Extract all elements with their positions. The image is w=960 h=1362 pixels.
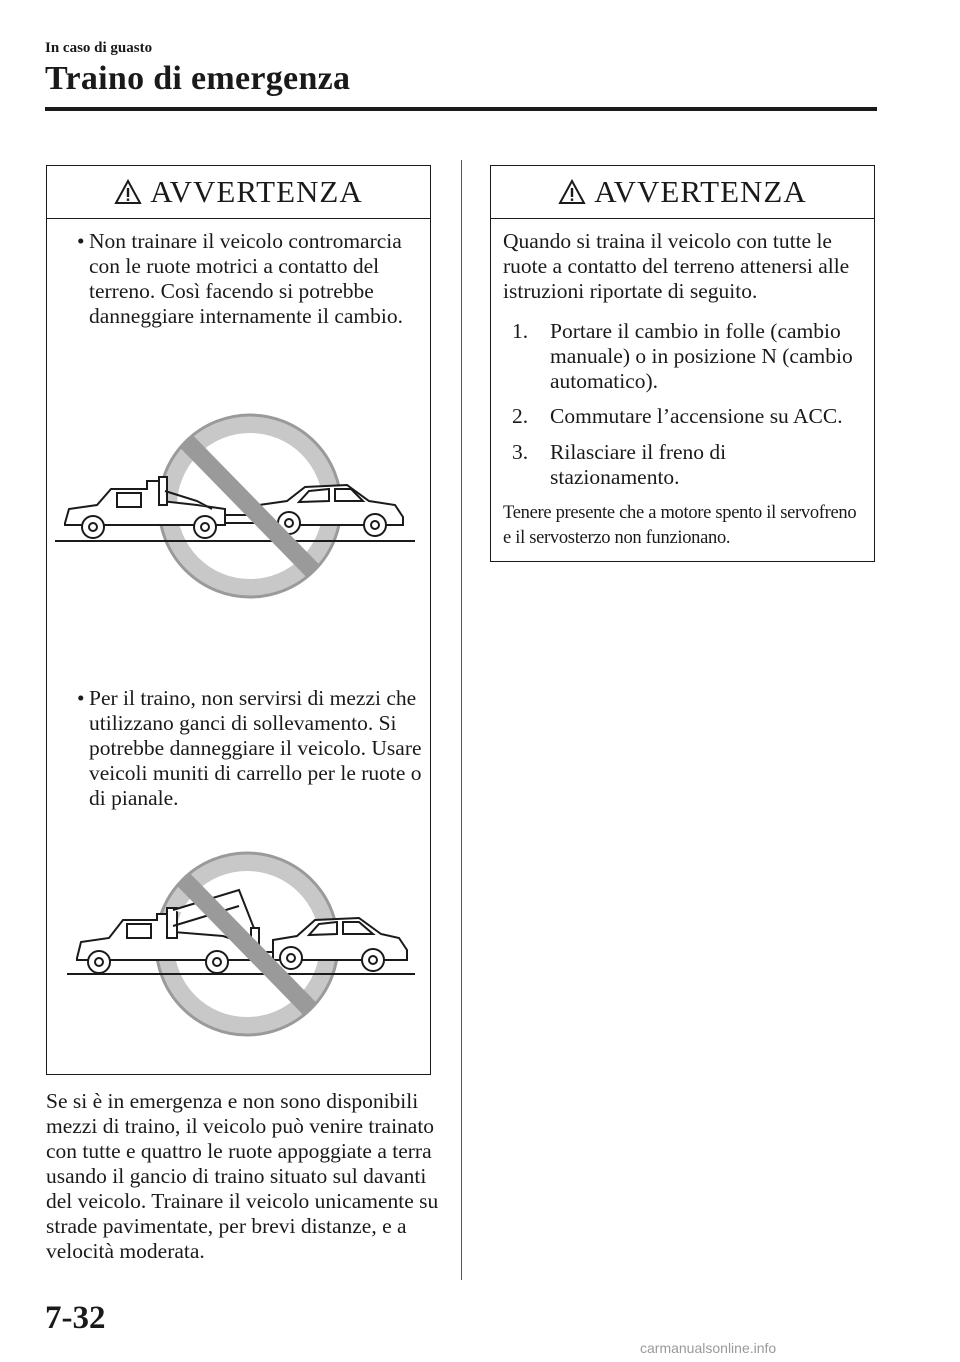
step-number: 3.: [512, 440, 529, 464]
warning-intro: Quando si traina il veicolo con tutte le ruote a contatto del terreno attenersi alle istruzioni riportate di seguito.: [503, 229, 850, 303]
list-item: [77, 686, 432, 816]
body-paragraph: Se si è in emergenza e non sono disponibili mezzi di traino, il veicolo può venire trainato con tutte e quattro le ruote appoggiate a terra usando il gancio di traino situato sul davanti del veicolo. Trainare il veicolo unicamente su strade pavimentate, per brevi distanze, e a velocità moderata.: [46, 1089, 439, 1263]
warning-heading: AVVERTENZA: [594, 174, 807, 209]
list-item: [512, 319, 862, 394]
bullet: •: [77, 686, 85, 710]
title-rule: [45, 107, 877, 111]
column-divider: [461, 160, 462, 1280]
list-item: [512, 404, 862, 429]
step-number: 1.: [512, 319, 529, 343]
bullet-text: Per il traino, non servirsi di mezzi che utilizzano ganci di sollevamento. Si potrebbe danneggiare il veicolo. Usare veicoli muniti di carrello per le ruote o di pianale.: [89, 686, 422, 810]
warning-box-left: [46, 165, 431, 1075]
step-number: 2.: [512, 404, 529, 428]
page-number: 7-32: [45, 1300, 106, 1336]
prohibited-flatbed-tow-icon: [47, 401, 430, 611]
warning-note: Tenere presente che a motore spento il servofreno e il servosterzo non funzionano.: [503, 503, 857, 548]
step-text: Rilasciare il freno di stazionamento.: [550, 440, 727, 489]
warning-header: [47, 166, 430, 219]
step-text: Portare il cambio in folle (cambio manuale) o in posizione N (cambio automatico).: [550, 319, 853, 393]
warning-triangle-icon: [114, 179, 142, 205]
warning-heading: AVVERTENZA: [150, 174, 363, 209]
watermark: carmanualsonline.info: [640, 1340, 777, 1356]
warning-box-right: [490, 165, 875, 562]
list-item: [77, 229, 432, 339]
warning-header: [491, 166, 874, 219]
prohibited-hook-tow-icon: [47, 846, 430, 1056]
page-title: Traino di emergenza: [45, 60, 351, 97]
bullet-text: Non trainare il veicolo contromarcia con le ruote motrici a contatto del terreno. Così facendo si potrebbe danneggiare internamente il cambio.: [89, 229, 404, 328]
warning-triangle-icon: [558, 179, 586, 205]
section-label: In caso di guasto: [45, 40, 153, 56]
bullet: •: [77, 229, 85, 253]
step-text: Commutare l’accensione su ACC.: [550, 404, 843, 428]
list-item: [512, 440, 862, 490]
